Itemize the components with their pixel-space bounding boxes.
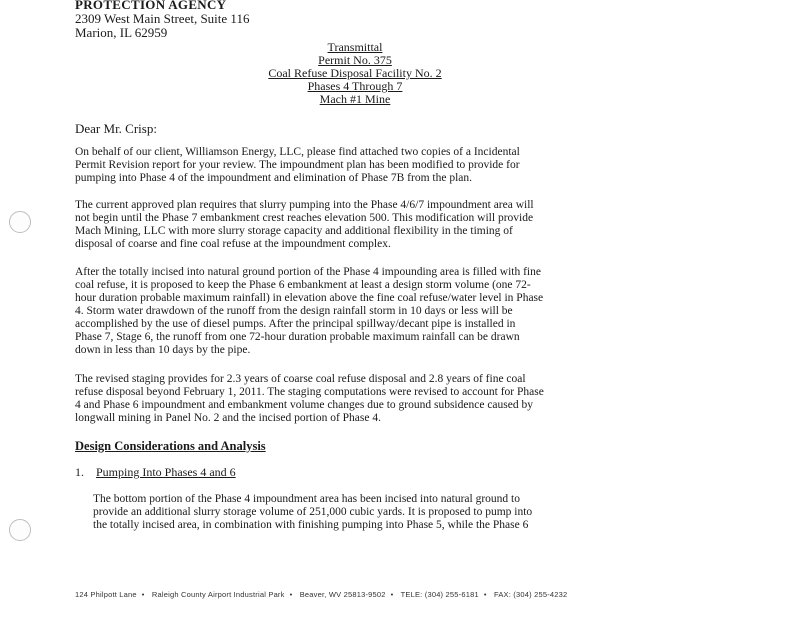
subject-line-5: Mach #1 Mine	[319, 92, 391, 106]
subject-block	[200, 41, 510, 106]
letterhead-address-2: Marion, IL 62959	[75, 25, 168, 40]
letterhead	[75, 0, 249, 40]
body-paragraph-2: The current approved plan requires that slurry pumping into the Phase 4/6/7 impoundment area will not begin until the Phase 7 embankment crest reaches elevation 500. This modification will provide Mach Mining, LLC with more slurry storage capacity and additional flexibility in the timing of disposal of coarse and fine coal refuse at the impoundment complex.	[75, 199, 534, 250]
subject-line-2: Permit No. 375	[318, 53, 392, 67]
list-item-1	[75, 465, 236, 480]
subject-line-4: Phases 4 Through 7	[307, 79, 403, 93]
footer-park: Raleigh County Airport Industrial Park	[151, 590, 285, 599]
footer-street: 124 Philpott Lane	[75, 590, 137, 599]
punch-hole-bottom	[9, 519, 31, 541]
footer-fax: FAX: (304) 255-4232	[493, 590, 568, 599]
body-paragraph-3: After the totally incised into natural ground portion of the Phase 4 impounding area is filled with fine coal refuse, it is proposed to keep the Phase 6 embankment at least a design storm volume (one 72-hour duration probable maximum rainfall) in elevation above the fine coal refuse/water level in Phase 4. Storm water drawdown of the runoff from the design rainfall storm in 10 days or less will be accomplished by the use of diesel pumps. After the principal spillway/decant pipe is installed in Phase 7, Stage 6, the runoff from one 72-hour duration probable maximum rainfall can be drawn down in less than 10 days by the pipe.	[75, 266, 544, 356]
list-item-title: Pumping Into Phases 4 and 6	[96, 465, 236, 479]
body-paragraph-1: On behalf of our client, Williamson Energy, LLC, please find attached two copies of a Incidental Permit Revision report for your review. The impoundment plan has been modified to provide for pumping into Phase 4 of the impoundment and elimination of Phase 7B from the plan.	[75, 146, 520, 184]
section-title: Design Considerations and Analysis	[75, 439, 266, 453]
list-item-number: 1.	[75, 465, 84, 479]
body-paragraph-4: The revised staging provides for 2.3 years of coarse coal refuse disposal and 2.8 years of fine coal refuse disposal beyond February 1, 2011. The staging computations were revised to account for Phase 4 and Phase 6 impoundment and embankment volume changes due to ground subsidence caused by longwall mining in Panel No. 2 and the incised portion of Phase 4.	[75, 373, 544, 424]
salutation: Dear Mr. Crisp:	[75, 121, 157, 136]
footer-address: 124 Philpott Lane • Raleigh County Airport Industrial Park • Beaver, WV 25813-9502 • TELE: (304) 255-6181 • FAX: (304) 255-4232	[75, 590, 568, 599]
footer-phone: TELE: (304) 255-6181	[400, 590, 479, 599]
letterhead-address-1: 2309 West Main Street, Suite 116	[75, 11, 250, 26]
subject-line-3: Coal Refuse Disposal Facility No. 2	[268, 66, 442, 80]
punch-hole-top	[9, 211, 31, 233]
item-paragraph: The bottom portion of the Phase 4 impoundment area has been incised into natural ground to provide an additional slurry storage volume of 251,000 cubic yards. It is proposed to pump into the totally incised area, in combination with finishing pumping into Phase 5, while the Phase 6	[93, 493, 533, 531]
subject-line-1: Transmittal	[327, 40, 383, 54]
footer-city: Beaver, WV 25813-9502	[299, 590, 386, 599]
letterhead-org: PROTECTION AGENCY	[75, 0, 227, 12]
